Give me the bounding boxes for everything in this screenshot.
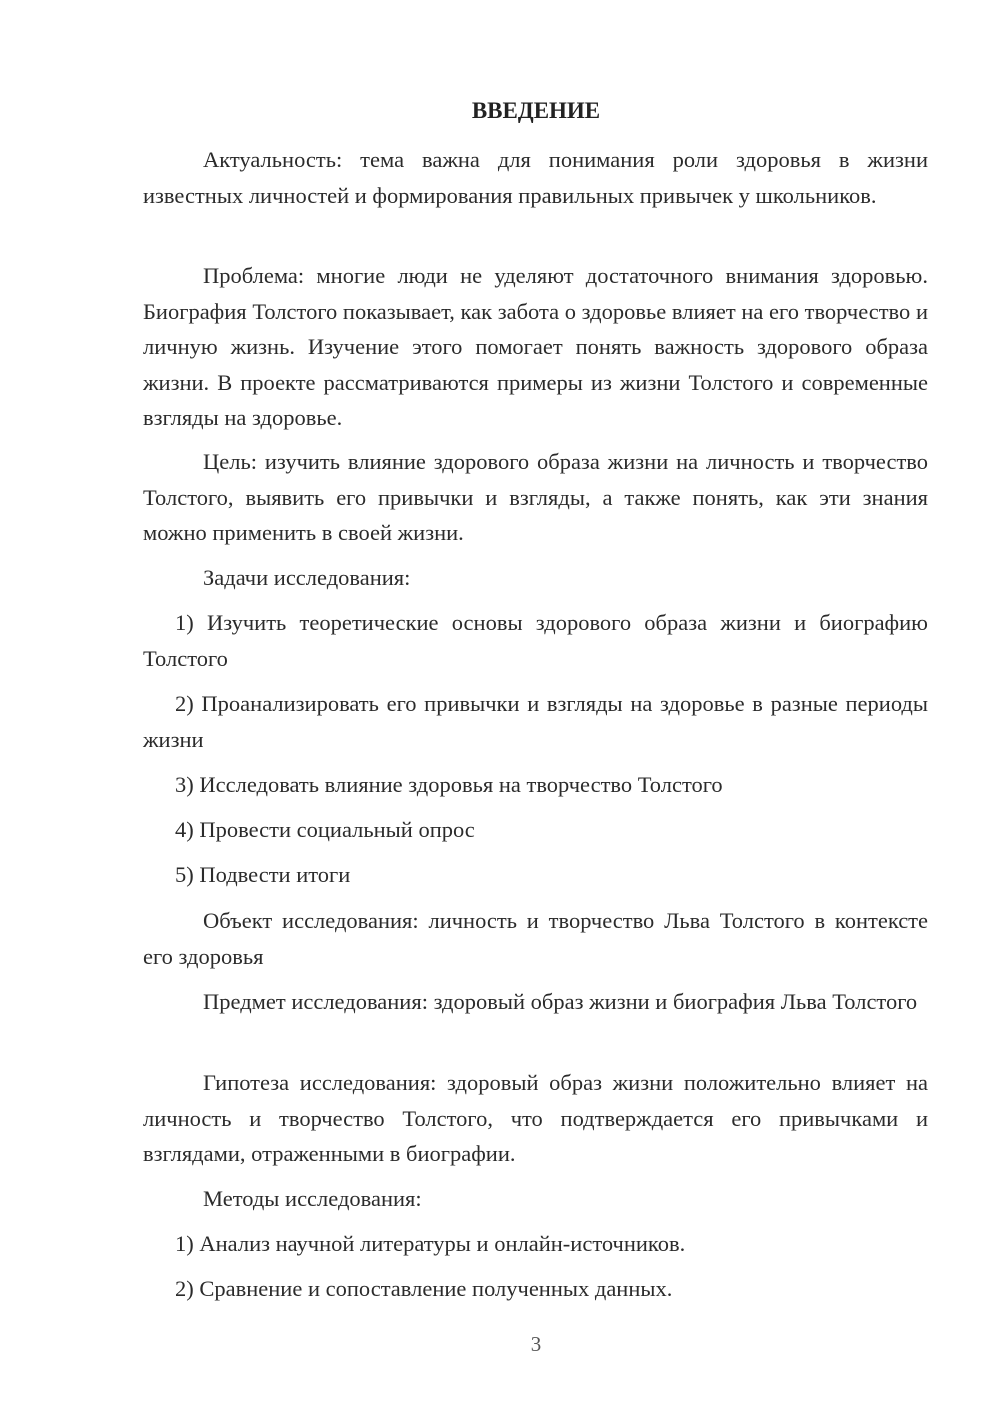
task-item-4: 4) Провести социальный опрос — [175, 817, 475, 842]
method-item-1: 1) Анализ научной литературы и онлайн-источников. — [175, 1231, 686, 1256]
goal-paragraph: Цель: изучить влияние здорового образа жизни на личность и творчество Толстого, выявить его привычки и взгляды, а также понять, как эти знания можно применить в своей жизни. — [143, 449, 928, 545]
subject-paragraph: Предмет исследования: здоровый образ жизни и биография Льва Толстого — [203, 989, 918, 1014]
section-title: ВВЕДЕНИЕ — [471, 98, 601, 123]
hypothesis-paragraph: Гипотеза исследования: здоровый образ жизни положительно влияет на личность и творчество Толстого, что подтверждается его привычками и взглядами, отраженными в биографии. — [143, 1070, 928, 1166]
method-item-2: 2) Сравнение и сопоставление полученных данных. — [175, 1276, 673, 1301]
object-paragraph: Объект исследования: личность и творчество Льва Толстого в контексте его здоровья — [143, 908, 928, 969]
problem-paragraph: Проблема: многие люди не уделяют достаточного внимания здоровью. Биография Толстого показывает, как забота о здоровье влияет на его творчество и личную жизнь. Изучение этого помогает понять важность здорового образа жизни. В проекте рассматриваются примеры из жизни Толстого и современные взгляды на здоровье. — [143, 263, 928, 430]
task-item-3: 3) Исследовать влияние здоровья на творчество Толстого — [175, 772, 723, 797]
tasks-heading: Задачи исследования: — [203, 565, 411, 590]
task-item-5: 5) Подвести итоги — [175, 862, 351, 887]
task-item-1: 1) Изучить теоретические основы здорового образа жизни и биографию Толстого — [143, 610, 928, 671]
task-item-2: 2) Проанализировать его привычки и взгляды на здоровье в разные периоды жизни — [143, 691, 928, 752]
methods-heading: Методы исследования: — [203, 1186, 422, 1211]
page-number: 3 — [530, 1332, 542, 1356]
relevance-paragraph: Актуальность: тема важна для понимания роли здоровья в жизни известных личностей и формирования правильных привычек у школьников. — [143, 147, 928, 208]
